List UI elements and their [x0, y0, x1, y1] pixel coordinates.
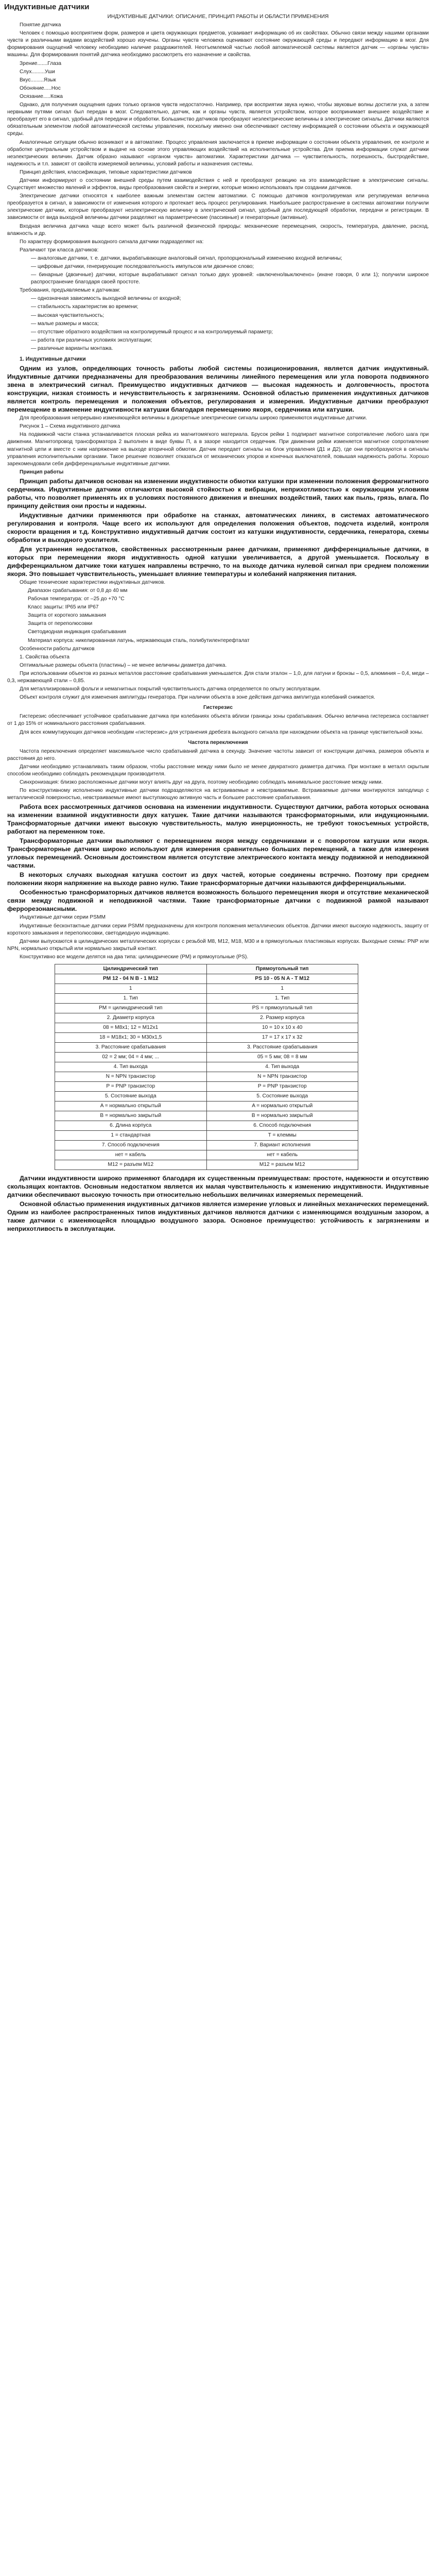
table-row	[55, 1003, 358, 1013]
table-cell: 4. Тип выхода	[206, 1062, 358, 1072]
list-item: — работа при различных условиях эксплуатации;	[31, 337, 152, 343]
paragraph: Особенности работы датчиков	[20, 646, 95, 652]
table-cell: N = NPN транзистор	[206, 1072, 358, 1081]
table-row	[55, 1081, 358, 1091]
paragraph: Датчики необходимо устанавливать таким образом, чтобы расстояние между ними было не менее двукратного диаметра датчика. При монтаже в металл скрытым способом необходимо соблюдать рекомендации производителя.	[7, 764, 429, 777]
list-item: — бинарные (двоичные) датчики, которые вырабатывают сигнал только двух уровней: «включено/выключено» (иначе говоря, 0 или 1); получили широкое распространение благодаря своей простоте.	[31, 272, 429, 285]
list-item: — стабильность характеристик во времени;	[31, 304, 138, 310]
paragraph: Однако, для получения ощущения одних только органов чувств недостаточно. Например, при восприятии звука нужно, чтобы звуковые волны достигли уха, а затем нервными путями сигнал был передан в мозг. Следовательно, датчик, как и органы чувств, является устройством, которое воспринимает внешнее воздействие и преобразует его в сигнал, удобный для передачи и обработки. Большинство датчиков преобразуют неэлектрические величины в электрические сигналы. Датчики являются обязательным элементом любой автоматической системы управления, поскольку именно они обеспечивают систему информацией о состоянии объекта и окружающей среды.	[7, 102, 429, 137]
paragraph: Вкус.........Язык	[20, 77, 56, 83]
paragraph: Понятие датчика	[20, 22, 61, 28]
table-cell: P = PNP транзистор	[55, 1081, 207, 1091]
table-cell: 2. Диаметр корпуса	[55, 1013, 207, 1023]
table-cell: 5. Состояние выхода	[55, 1091, 207, 1101]
table-cell: M12 = разъем M12	[206, 1160, 358, 1170]
paragraph: По конструктивному исполнению индуктивные датчики подразделяются на встраиваемые и невстраиваемые. Встраиваемые датчики монтируются заподлицо с металлической поверхностью, невстраиваемые имеют выступающую активную часть и большее расстояние срабатывания.	[7, 788, 429, 801]
paragraph: Принцип работы	[20, 469, 64, 475]
table-row	[55, 1140, 358, 1150]
paragraph: Объект контроля служит для изменения амплитуды генератора. При наличии объекта в зоне действия датчика амплитуда колебаний снижается.	[20, 694, 375, 701]
paragraph: Для устранения недостатков, свойственных рассмотренным ранее датчикам, применяют дифференциальные датчики, в которых при перемещении якоря индуктивность одной катушки увеличивается, а другой уменьшается. Поскольку в дифференциальном датчике токи катушек направлены встречно, то на выходе датчика нулевой сигнал при среднем положении якоря. Это повышает чувствительность, уменьшает влияние температуры и колебаний напряжения питания.	[7, 545, 429, 578]
table-cell: 18 = M18x1; 30 = M30x1,5	[55, 1032, 207, 1042]
table-cell: 17 = 17 x 17 x 32	[206, 1032, 358, 1042]
subsection-heading: Гистерезис	[203, 705, 233, 711]
paragraph: Электрические датчики относятся к наиболее важным элементам систем автоматики. С помощью датчиков контролируемая или регулируемая величина преобразуется в сигнал, в зависимости от изменения которого и протекает весь процесс регулирования. Наибольшее распространение в системах автоматики получили электрические датчики, которые преобразуют неэлектрическую величину в электрический сигнал, удобный для последующей обработки, передачи и регистрации. В зависимости от вида выходной величины датчики разделяют на параметрические (пассивные) и генераторные (активные).	[7, 193, 429, 221]
table-header: Цилиндрический тип	[55, 964, 207, 974]
table-cell: B = нормально закрытый	[206, 1111, 358, 1121]
list-item: Защита от короткого замыкания	[28, 613, 106, 619]
table-cell: 1. Тип	[55, 993, 207, 1003]
table-row	[55, 1091, 358, 1101]
table-cell: PS = прямоугольный тип	[206, 1003, 358, 1013]
table-cell: 1	[55, 984, 207, 993]
table-cell: 4. Тип выхода	[55, 1062, 207, 1072]
paragraph: Индуктивные датчики применяются при обработке на станках, автоматических линиях, в системах автоматического регулирования и контроля. Чаще всего их используют для определения положения объектов, подсчета изделий, контроля скорости вращения и т.д. Конструктивно индуктивный датчик состоит из катушки индуктивности, сердечника, генератора, схемы обработки и выходного усилителя.	[7, 511, 429, 544]
list-item: — цифровые датчики, генерирующие последовательность импульсов или двоичное слово;	[31, 264, 254, 269]
subsection-heading: Частота переключения	[188, 739, 248, 745]
table-cell: 3. Расстояние срабатывания	[206, 1042, 358, 1052]
table-row	[55, 1032, 358, 1042]
paragraph: Для преобразования непрерывно изменяющейся величины в дискретные электрические сигналы широко применяются индуктивные датчики.	[20, 415, 368, 421]
table-cell: M12 = разъем M12	[55, 1160, 207, 1170]
paragraph: Обоняние.....Нос	[20, 85, 61, 91]
table-cell: нет = кабель	[55, 1150, 207, 1160]
paragraph: 1. Свойства объекта	[20, 654, 69, 660]
paragraph: ИНДУКТИВНЫЕ ДАТЧИКИ: ОПИСАНИЕ, ПРИНЦИП РАБОТЫ И ОБЛАСТИ ПРИМЕНЕНИЯ	[107, 14, 329, 20]
table-row	[55, 1042, 358, 1052]
list-item: Рабочая температура: от –25 до +70 °С	[28, 596, 125, 602]
paragraph: Человек с помощью восприятием форм, размеров и цвета окружающих предметов, усваивает информацию об их свойствах. Обычно связи между нашими органами чувств и различными видами воздействий хорошо изучены. Органы чувств человека оценивают состояние окружающей среды и передают информацию в мозг. Для формирования ощущений человеку необходимо наличие раздражителей. Неотъемлемой частью любой автоматической системы является датчик — «органы чувств» машины. Для формирования понятий датчика необходимо рассмотреть его назначение и свойства.	[7, 30, 429, 58]
table-row	[55, 1052, 358, 1062]
list-item: Класс защиты: IP65 или IP67	[28, 604, 99, 611]
table-cell: T = клеммы	[206, 1130, 358, 1140]
paragraph: Принцип работы датчиков основан на изменении индуктивности обмотки катушки при изменении положения ферромагнитного сердечника. Индуктивные датчики отличаются высокой стойкостью к вибрации, неприхотливостью к окружающим условиям работы, что позволяет применять их в условиях постоянного движения и внешних воздействий, таких как пыль, грязь, влага. По принципу действия они просты и надежны.	[7, 477, 429, 510]
list-item: — высокая чувствительность;	[31, 312, 104, 318]
list-item: Диапазон срабатывания: от 0,8 до 40 мм	[28, 587, 128, 594]
table-cell: 7. Вариант исполнения	[206, 1140, 358, 1150]
paragraph: Работа всех рассмотренных датчиков основана на изменении индуктивности. Существуют датчики, работа которых основана на изменении взаимной индуктивности двух катушек. Такие датчики называются трансформаторными, или индукционными. Трансформаторные датчики имеют высокую чувствительность, малую инерционность, не требуют токосъемных устройств, работают на переменном токе.	[7, 803, 429, 836]
table-cell: 6. Длина корпуса	[55, 1121, 207, 1130]
table-row	[55, 1013, 358, 1023]
paragraph: Датчики индуктивности широко применяют благодаря их существенным преимуществам: простоте, надежности и отсутствию скользящих контактов. Основным недостатком является их малая чувствительность к изменению индуктивности. Индуктивные датчики обеспечивают высокую точность при относительно небольших величинах измеряемых перемещений.	[7, 1174, 429, 1198]
paragraph: Индуктивные датчики серии PSMM	[20, 914, 106, 921]
article-body	[0, 11, 436, 1233]
paragraph: Для всех коммутирующих датчиков необходим «гистерезис» для устранения дребезга выходного сигнала при нахождении объекта на границе чувствительной зоны.	[20, 729, 424, 735]
section-heading: 1. Индуктивные датчики	[20, 356, 86, 363]
list-item: — различные варианты монтажа.	[31, 345, 113, 351]
table-cell: 10 = 10 x 10 x 40	[206, 1023, 358, 1032]
figure-caption: Рисунок 1 – Схема индуктивного датчика	[20, 423, 120, 430]
list-item: Материал корпуса: никелированная латунь, нержавеющая сталь, полибутилентерефталат	[28, 637, 250, 643]
table-row	[55, 1101, 358, 1111]
paragraph: Частота переключения определяет максимальное число срабатываний датчика в секунду. Значение частоты зависит от конструкции датчика, размеров объекта и расстояния до него.	[7, 748, 429, 761]
table-cell: A = нормально открытый	[206, 1101, 358, 1111]
paragraph: Основной областью применения индуктивных датчиков является измерение угловых и линейных механических перемещений. Одним из наиболее распространенных типов индуктивных датчиков являются датчики с изменяющимся воздушным зазором, а также датчики с изменяющейся площадью воздушного зазора. Основное преимущество: устойчивость к загрязнениям и неприхотливость в эксплуатации.	[7, 1200, 429, 1232]
paragraph: Синхронизация: близко расположенные датчики могут влиять друг на друга, поэтому необходимо соблюдать минимальное расстояние между ними.	[20, 779, 383, 786]
paragraph: По характеру формирования выходного сигнала датчики подразделяют на:	[20, 239, 204, 245]
list-item: — отсутствие обратного воздействия на контролируемый процесс и на контролируемый параметр;	[31, 329, 273, 335]
table-header: Прямоугольный тип	[206, 964, 358, 974]
table-cell: 5. Состояние выхода	[206, 1091, 358, 1101]
table-cell: N = NPN транзистор	[55, 1072, 207, 1081]
paragraph: Гистерезис обеспечивает устойчивое срабатывание датчика при колебаниях объекта вблизи границы зоны срабатывания. Обычно величина гистерезиса составляет от 1 до 15% от номинального расстояния срабатывания.	[7, 714, 429, 727]
paragraph: Индуктивные бесконтактные датчики серии PSMM предназначены для контроля положения металлических объектов. Датчики имеют высокую надежность, защиту от короткого замыкания и переполюсовки, светодиодную индикацию.	[7, 923, 429, 936]
paragraph: Аналогичные ситуации обычно возникают и в автоматике. Процесс управления заключается в приеме информации о состоянии объекта управления, ее контроле и обработке центральным устройством и выдаче на основе этого управляющих воздействий на исполнительные устройства. Для приема информации служат датчики неэлектрических величин. Датчик образно называют «органом чувств» автоматики. Характеристики датчика — чувствительность, погрешность, быстродействие, надежность и т.п. зависят от свойств измеряемой величины, условий работы и назначения системы.	[7, 139, 429, 167]
table-cell: 6. Способ подключения	[206, 1121, 358, 1130]
table-code-row: PM 12 - 04 N B - 1 M12	[55, 974, 207, 984]
paragraph: Зрение.......Глаза	[20, 60, 62, 66]
paragraph: Для металлизированной фольги и немагнитных покрытий чувствительность датчика определяется по опыту эксплуатации.	[20, 686, 321, 692]
model-code-table	[55, 964, 358, 1170]
paragraph: В некоторых случаях выходная катушка состоит из двух частей, которые соединены встречно. Поэтому при среднем положении якоря напряжение на выходе равно нулю. Такие трансформаторные датчики называются дифференциальными.	[7, 871, 429, 887]
table-cell: 1	[206, 984, 358, 993]
table-cell: нет = кабель	[206, 1150, 358, 1160]
table-row	[55, 1121, 358, 1130]
table-row	[55, 1150, 358, 1160]
table-row	[55, 993, 358, 1003]
paragraph: При использовании объектов из разных металлов расстояние срабатывания уменьшается. Для стали эталон – 1,0, для латуни и бронзы – 0,5, алюминия – 0,4, меди – 0,3, нержавеющей стали – 0,85.	[7, 670, 429, 684]
table-row	[55, 1072, 358, 1081]
table-row	[55, 1062, 358, 1072]
page-title: Индуктивные датчики	[4, 3, 90, 11]
paragraph: На подвижной части станка устанавливается плоская рейка из магнитомягкого материала. Брусок рейки 1 подпирает магнитное сопротивление любого шага при движении. Магнитопровод трансформатора 2 выполнен в виде буквы П, а в зазоре находится сердечник. При движении рейки изменяется магнитное сопротивление магнитной цепи и вместе с ним напряжение на выходе вторичной обмотки. Датчик передает сигналы на блок управления (Д1 и Д2), где они преобразуются в сигналы управления исполнительными органами. Такое решение позволяет отказаться от механических упоров и конечных выключателей, повышая надежность работы. Хорошо зарекомендовали себя дифференциальные индуктивные датчики.	[7, 432, 429, 467]
table-cell: 05 = 5 мм; 08 = 8 мм	[206, 1052, 358, 1062]
paragraph: Принцип действия, классификация, типовые характеристики датчиков	[20, 169, 192, 175]
table-cell: 1. Тип	[206, 993, 358, 1003]
list-item: Защита от переполюсовки	[28, 621, 93, 627]
table-row	[55, 984, 358, 993]
paragraph: Слух.........Уши	[20, 69, 55, 75]
table-row	[55, 1130, 358, 1140]
paragraph: Особенностью трансформаторных датчиков является возможность большого перемещения якоря и отсутствие механической связи между подвижной и неподвижной частями. Такие трансформаторные датчики с подвижной рамкой называют феррорезонансными.	[7, 889, 429, 913]
table-cell: PM = цилиндрический тип	[55, 1003, 207, 1013]
table-cell: 08 = M8x1; 12 = M12x1	[55, 1023, 207, 1032]
table-code-row: PS 10 - 05 N A - T M12	[206, 974, 358, 984]
table-row	[55, 1160, 358, 1170]
paragraph: Одним из узлов, определяющих точность работы любой системы позиционирования, является датчик индуктивный. Индуктивные датчики предназначены для преобразования величины линейного перемещения или угла поворота подвижного звена в электрический сигнал. Преимущество индуктивных датчиков — высокая надежность и долговечность, простота конструкции, низкая стоимость и нечувствительность к загрязнениям. Основной областью применения индуктивных датчиков является контроль перемещения и положения объектов, регулирования и измерения. Индуктивные датчики преобразуют перемещение в изменение индуктивности катушки благодаря перемещению якоря, сердечника или катушки.	[7, 365, 429, 414]
list-item: — аналоговые датчики, т. е. датчики, вырабатывающие аналоговый сигнал, пропорциональный изменению входной величины;	[31, 255, 342, 261]
paragraph: Общие технические характеристики индуктивных датчиков.	[20, 579, 166, 585]
paragraph: Требования, предъявляемые к датчикам:	[20, 287, 120, 294]
paragraph: Датчики выпускаются в цилиндрических металлических корпусах с резьбой М8, М12, М18, М30 и в прямоугольных пластиковых корпусах. Выходные схемы: PNP или NPN, нормально открытый или нормально закрытый контакт.	[7, 938, 429, 952]
document-page	[0, 0, 436, 1234]
paragraph: Входная величина датчика чаще всего может быть различной физической природы: механические перемещения, скорость, температура, давление, расход, влажность и др.	[7, 223, 429, 236]
table-cell: 02 = 2 мм; 04 = 4 мм; ...	[55, 1052, 207, 1062]
table-cell: 3. Расстояние срабатывания	[55, 1042, 207, 1052]
list-item: — однозначная зависимость выходной величины от входной;	[31, 296, 181, 302]
table-row	[55, 1111, 358, 1121]
paragraph: Различают три класса датчиков:	[20, 247, 99, 253]
table-row	[55, 1023, 358, 1032]
paragraph: Конструктивно все модели делятся на два типа: цилиндрические (PM) и прямоугольные (PS).	[20, 954, 249, 960]
table-cell: 7. Способ подключения	[55, 1140, 207, 1150]
paragraph: Оптимальные размеры объекта (пластины) – не менее величины диаметра датчика.	[20, 662, 227, 668]
table-cell: A = нормально открытый	[55, 1101, 207, 1111]
table-cell: B = нормально закрытый	[55, 1111, 207, 1121]
table-cell: 2. Размер корпуса	[206, 1013, 358, 1023]
list-item: — малые размеры и масса;	[31, 320, 99, 327]
list-item: Светодиодная индикация срабатывания	[28, 629, 127, 635]
table-cell: 1 = стандартная	[55, 1130, 207, 1140]
paragraph: Датчики информируют о состоянии внешней среды путем взаимодействия с ней и преобразуют реакцию на это взаимодействие в электрические сигналы. Существует множество явлений и эффектов, виды преобразования свойств и энергии, которые можно использовать при создании датчиков.	[7, 177, 429, 191]
paragraph: Трансформаторные датчики выполняют с перемещением якоря между сердечниками и с поворотом катушки или якоря. Трансформаторные датчики широко используют для измерения сравнительно больших перемещений, а также для измерения угловых перемещений. Основным достоинством является отсутствие электрического контакта между подвижной и неподвижной частями.	[7, 837, 429, 870]
table-cell: P = PNP транзистор	[206, 1081, 358, 1091]
paragraph: Осязание.....Кожа	[20, 93, 63, 99]
